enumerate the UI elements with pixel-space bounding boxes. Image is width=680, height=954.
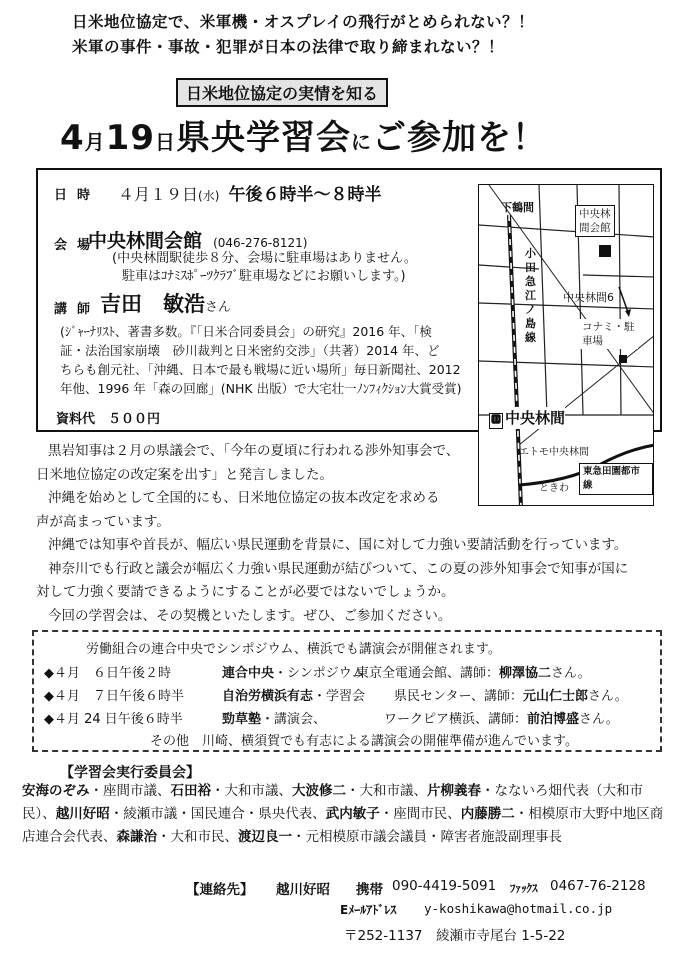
contact-mobile: 090-4419-5091 <box>392 878 497 894</box>
member-role: ・座間市民、 <box>379 806 461 822</box>
map-venue-box: 中央林 間会館 <box>575 205 615 237</box>
member-role: ・大和市民、 <box>157 829 238 845</box>
date-time: 午後６時半～８時半 <box>228 185 382 205</box>
title-month-unit: 月 <box>84 130 106 154</box>
body-p2a: 沖縄を始めとして全国的にも、日米地位協定の抜本改定を求める <box>48 490 440 506</box>
event-place: 県民センター、講師： <box>394 689 523 704</box>
event-date: ◆４月 24 日午後６時半 <box>44 712 183 727</box>
member-name: 片柳義春 <box>427 783 481 799</box>
title-month: 4 <box>60 118 85 158</box>
body-paragraphs-1 <box>36 440 476 534</box>
speaker-bio-line-4: 年他、1996 年「森の回廊」(NHK 出版）で大宅壮一ﾉﾝﾌｨｸｼｮﾝ大賞受賞) <box>60 381 462 396</box>
map-label-shimotsuruma: 下鶴間 <box>501 201 534 214</box>
contact-address: 〒252-1137 綾瀬市寺尾台 1-5-22 <box>344 928 566 944</box>
event-org-group <box>222 662 365 681</box>
contact-label: 【連絡先】 <box>186 882 254 898</box>
venue-name: 中央林間会館 <box>88 230 203 252</box>
title-day-unit: 日 <box>155 130 176 154</box>
speaker-name: 吉田 敏浩 <box>100 292 205 316</box>
intro-line-1: 日米地位協定で、米軍機・オスプレイの飛行がとめられない？！ <box>72 13 535 31</box>
fee: 資料代 ５００円 <box>56 412 161 427</box>
member-role: ・相模原市大野中地区商店連合会代表、 <box>22 806 664 845</box>
member-name: 武内敏子 <box>325 806 380 822</box>
events-header: 労働組合の連合中央でシンポジウム、横浜でも講演会が開催されます。 <box>86 642 501 657</box>
member-role: ・大和市議、 <box>211 783 292 799</box>
member-name: 越川好昭 <box>55 806 110 822</box>
event-suffix: さん。 <box>587 689 628 704</box>
map-tokiwa: ときわ <box>539 483 569 494</box>
member-role: ・綾瀬市議・国民連合・県央代表、 <box>109 806 326 822</box>
contact-mobile-label: 携帯 <box>356 882 383 898</box>
intro-line-2: 米軍の事件・事故・犯罪が日本の法律で取り締まれない？！ <box>72 38 505 56</box>
event-suffix: さん。 <box>579 712 619 727</box>
title-day: 19 <box>105 118 155 158</box>
committee-heading: 【学習会実行委員会】 <box>60 765 200 781</box>
map-station-name: 中央林間 <box>505 409 566 427</box>
event-place-group <box>356 662 591 681</box>
body-p5: 今回の学習会は、その契機といたします。ぜひ、ご参加ください。 <box>48 607 452 624</box>
map-label-chuo-rinkan-6: 中央林間6 <box>563 291 614 304</box>
member-role: ・座間市議、 <box>89 783 171 799</box>
member-role: ・なないろ畑代表（大和市民）、 <box>22 783 643 822</box>
subtitle: 日米地位協定の実情を知る <box>176 78 388 107</box>
event-org-group <box>222 708 326 727</box>
event-speaker: 前泊博盛 <box>527 712 580 727</box>
speaker-label: 講師 <box>54 302 101 317</box>
contact-name: 越川好昭 <box>276 882 330 898</box>
event-org-group <box>222 685 365 704</box>
speaker-bio-line-3: ちらも創元社、「沖縄、日本で最も戦場に近い場所」毎日新聞社、2012 <box>60 362 461 377</box>
speaker-bio-line-2: 証・法治国家崩壊 砂川裁判と日米密約交渉」（共著）2014 年、ど <box>60 343 440 358</box>
body-p1a: 黒岩知事は２月の県議会で、「今年の夏頃に行われる渉外知事会で、 <box>48 443 460 459</box>
date-weekday: (水) <box>198 189 220 203</box>
contact-fax: 0467-76-2128 <box>550 878 646 894</box>
venue-label: 会場 <box>54 238 101 253</box>
member-name: 石田裕 <box>170 783 211 799</box>
venue <box>88 226 307 253</box>
event-kind: ・シンポジウム <box>274 666 365 681</box>
member-role: ・元相模原市議会議員・障害者施設副理事長 <box>292 829 562 845</box>
venue-note-2: 駐車はｺﾅﾐｽﾎﾟｰﾂｸﾗﾌﾞ駐車場などにお願いします。) <box>122 269 406 284</box>
member-name: 安海のぞみ <box>22 783 90 799</box>
date-value <box>118 180 381 205</box>
map-tokyu-box: 東急田園都市線 <box>579 463 653 495</box>
contact-fax-label: ﾌｧｯｸｽ <box>510 882 538 895</box>
event-place: ワークピア横浜、講師： <box>384 712 528 727</box>
title-event: 県央学習会 <box>176 118 351 158</box>
event-date: ◆４月 ７日午後６時半 <box>44 689 184 704</box>
event-speaker: 柳澤協二 <box>499 666 552 681</box>
member-name: 内藤勝二 <box>460 806 515 822</box>
body-p2b: 声が高まっています。 <box>36 513 170 530</box>
contact-email[interactable]: y-koshikawa@hotmail.co.jp <box>424 901 613 916</box>
event-org: 自治労横浜有志 <box>222 689 314 704</box>
event-date: ◆４月 ６日午後２時 <box>44 666 171 681</box>
speaker-suffix: さん <box>205 300 232 315</box>
member-role: ・大和市議、 <box>346 783 427 799</box>
member-name: 渡辺良一 <box>238 829 292 845</box>
map-label-odakyu: 小田急江ノ島線 <box>525 247 536 344</box>
speaker <box>100 288 231 318</box>
event-kind: ・講演会、 <box>261 712 327 727</box>
event-speaker: 元山仁士郎 <box>522 689 588 704</box>
event-org: 勁草塾 <box>222 712 262 727</box>
contact-email-label: Eﾒｰﾙｱﾄﾞﾚｽ <box>340 903 397 917</box>
event-kind: ・学習会 <box>313 689 366 704</box>
map-station <box>489 407 565 429</box>
events-footer: その他 川崎、横須賀でも有志による講演会の開催準備が進んでいます。 <box>150 734 578 749</box>
body-p4b: 対して力強く要請できるようにすることが必要ではないでしょうか。 <box>36 584 455 600</box>
station-icon: 🅳 <box>489 413 503 429</box>
body-paragraphs-2 <box>36 534 662 628</box>
date-label: 日時 <box>54 188 101 203</box>
map-tokyu-station: エトモ中央林間 <box>519 447 589 458</box>
title-particle: に <box>351 130 372 154</box>
venue-note-1: (中央林間駅徒歩８分、会場に駐車場はありません。 <box>112 251 417 266</box>
map-konami-box: コナミ・駐 車場 <box>579 319 638 349</box>
title-action: ご参加を！ <box>372 118 547 158</box>
event-place-group <box>384 708 619 727</box>
speaker-bio <box>60 322 468 398</box>
committee-members <box>22 780 666 849</box>
venue-map <box>478 184 654 506</box>
date-day: ４月１９日 <box>118 185 199 204</box>
body-p1b: 日米地位協定の改定案を出す」と発言しました。 <box>36 466 333 483</box>
speaker-bio-line-1: (ｼﾞｬｰﾅﾘｽﾄ、著書多数。『「日米合同委員会」の研究』2016 年、「検 <box>60 324 432 339</box>
page-title <box>60 110 547 159</box>
member-name: 森謙治 <box>116 829 157 845</box>
body-p3: 沖縄では知事や首長が、幅広い県民運動を背景に、国に対して力強い要請活動を行っています。 <box>48 537 628 553</box>
member-name: 大波修二 <box>292 783 346 799</box>
event-org: 連合中央 <box>222 666 275 681</box>
body-p4a: 神奈川でも行政と議会が幅広く力強い県民運動が結びついて、この夏の渉外知事会で知事が国に <box>48 560 629 577</box>
event-suffix: さん。 <box>551 666 591 681</box>
event-place: 東京全電通会館、講師： <box>356 666 500 681</box>
event-place-group <box>394 685 628 704</box>
venue-phone: (046-276-8121) <box>213 236 308 250</box>
